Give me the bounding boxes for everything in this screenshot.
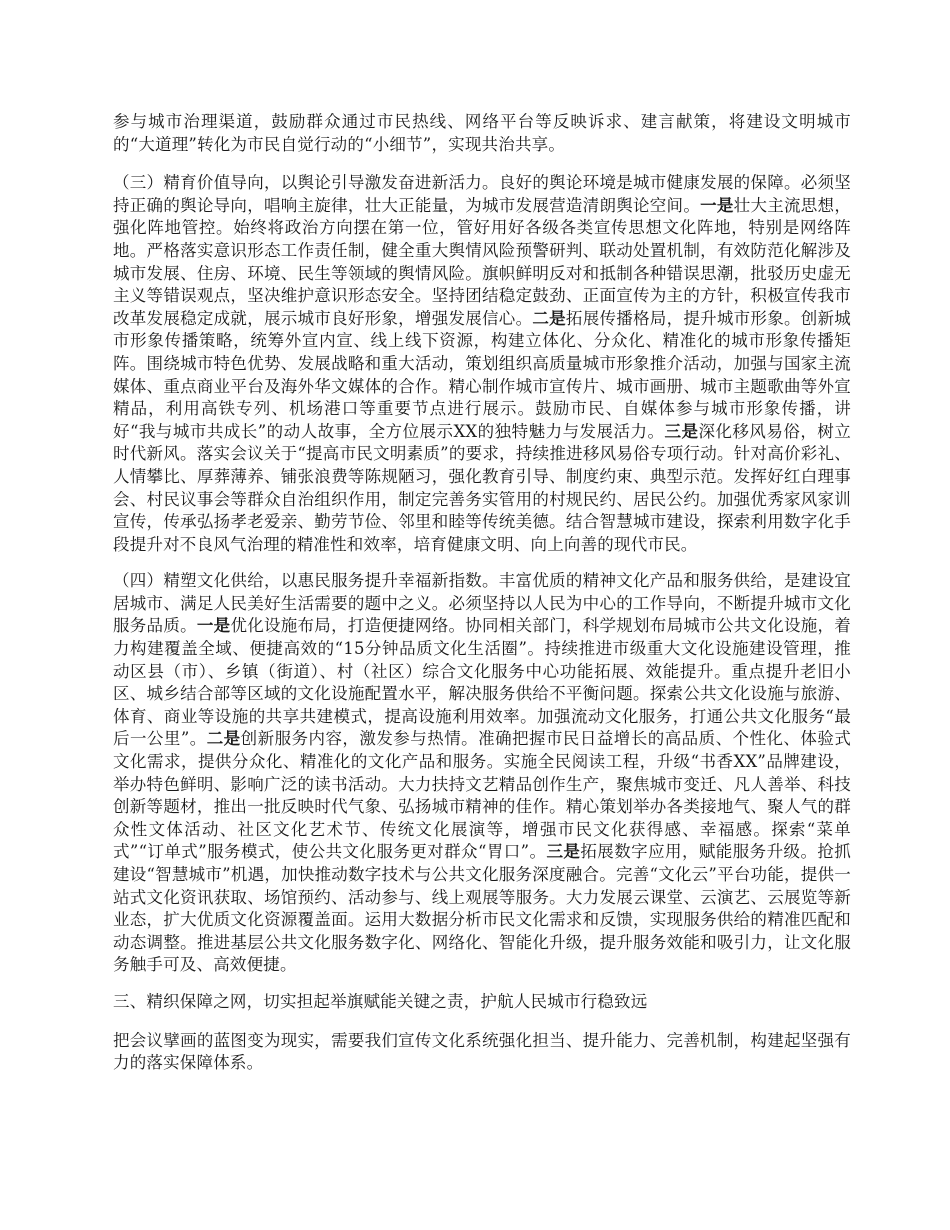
point-marker-3: 三是 <box>664 421 699 441</box>
point-text-3: 深化移风易俗，树立时代新风。落实会议关于“提高市民文明素质”的要求，持续推进移风易俗专项行动。针对高价彩礼、人情攀比、厚葬薄养、铺张浪费等陈规陋习，强化教育引导、制度约束、典型示范。发挥好红白理事会、村民议事会等群众自治组织作用，制定完善务实管用的村规民约、居民公约。加强优秀家风家训宣传，传承弘扬孝老爱亲、勤劳节俭、邻里和睦等传统美德。结合智慧城市建设，探索利用数字化手段提升对不良风气治理的精准性和效率，培育健康文明、向上向善的现代市民。 <box>113 421 851 554</box>
paragraph-civic-participation: 参与城市治理渠道，鼓励群众通过市民热线、网络平台等反映诉求、建言献策，将建设文明城市的“大道理”转化为市民自觉行动的“小细节”，实现共治共享。 <box>113 112 851 154</box>
point-marker-1: 一是 <box>700 195 734 215</box>
paragraph-intro: （三）精育价值导向，以舆论引导激发奋进新活力。良好的舆论环境是城市健康发展的保障。必须坚持正确的舆论导向，唱响主旋律，壮大正能量，为城市发展营造清朗舆论空间。 <box>113 173 851 215</box>
paragraph-guarantee-intro: 把会议擘画的蓝图变为现实，需要我们宣传文化系统强化担当、提升能力、完善机制，构建起坚强有力的落实保障体系。 <box>113 1030 851 1073</box>
document-page <box>113 111 851 1091</box>
point-marker-2: 二是 <box>206 729 241 749</box>
point-marker-3: 三是 <box>546 842 581 862</box>
point-text-2: 拓展传播格局，提升城市形象。创新城市形象传播策略，统筹外宣内宣、线上线下资源，构建立体化、分众化、精准化的城市形象传播矩阵。围绕城市特色优势、发展战略和重大活动，策划组织高质量城市形象推介活动，加强与国家主流媒体、重点商业平台及海外华文媒体的合作。精心制作城市宣传片、城市画册、城市主题歌曲等外宣精品，利用高铁专列、机场港口等重要节点进行展示。鼓励市民、自媒体参与城市形象传播，讲好“我与城市共成长”的动人故事，全方位展示XX的独特魅力与发展活力。 <box>113 308 852 441</box>
paragraph-cultural-supply <box>113 570 851 977</box>
point-text-1: 优化设施布局，打造便捷网络。协同相关部门，科学规划布局城市公共文化设施，着力构建覆盖全域、便捷高效的“15分钟品质文化生活圈”。持续推进市级重大文化设施建设管理，推动区县（市）、乡镇（街道）、村（社区）综合文化服务中心功能拓展、效能提升。重点提升老旧小区、城乡结合部等区域的文化设施配置水平，解决服务供给不平衡问题。探索公共文化设施与旅游、体育、商业等设施的共享共建模式，提高设施利用效率。加强流动文化服务，打通公共文化服务“最后一公里”。 <box>113 616 852 749</box>
point-text-1: 壮大主流思想，强化阵地管控。始终将政治方向摆在第一位，管好用好各级各类宣传思想文化阵地，特别是网络阵地。严格落实意识形态工作责任制，健全重大舆情风险预警研判、联动处置机制，有效防范化解涉及城市发展、住房、环境、民生等领域的舆情风险。旗帜鲜明反对和抵制各种错误思潮，批驳历史虚无主义等错误观点，坚决维护意识形态安全。坚持团结稳定鼓劲、正面宣传为主的方针，积极宣传我市改革发展稳定成就，展示城市良好形象，增强发展信心。 <box>113 195 852 328</box>
point-text-2: 创新服务内容，激发参与热情。准确把握市民日益增长的高品质、个性化、体验式文化需求，提供分众化、精准化的文化产品和服务。实施全民阅读工程，升级“书香XX”品牌建设，举办特色鲜明、影响广泛的读书活动。大力扶持文艺精品创作生产，聚焦城市变迁、凡人善举、科技创新等题材，推出一批反映时代气象、弘扬城市精神的佳作。精心策划举办各类接地气、聚人气的群众性文体活动、社区文化艺术节、传统文化展演等，增强市民文化获得感、幸福感。探索“菜单式”“订单式”服务模式，使公共文化服务更对群众“胃口”。 <box>113 729 852 862</box>
point-marker-2: 二是 <box>532 308 566 328</box>
paragraph-intro: （四）精塑文化供给，以惠民服务提升幸福新指数。丰富优质的精神文化产品和服务供给，是建设宜居城市、满足人民美好生活需要的题中之义。必须坚持以人民为中心的工作导向，不断提升城市文化服务品质。 <box>113 571 851 636</box>
point-marker-1: 一是 <box>196 616 231 636</box>
point-text-3: 拓展数字应用，赋能服务升级。抢抓建设“智慧城市”机遇，加快推动数字技术与公共文化服务深度融合。完善“文化云”平台功能，提供一站式文化资讯获取、场馆预约、活动参与、线上观展等服务。大力发展云课堂、云演艺、云展览等新业态，扩大优质文化资源覆盖面。运用大数据分析市民文化需求和反馈，实现服务供给的精准匹配和动态调整。推进基层公共文化服务数字化、网络化、智能化升级，提升服务效能和吸引力，让文化服务触手可及、高效便捷。 <box>113 842 852 975</box>
paragraph-value-guidance <box>113 172 851 556</box>
section-heading: 三、精织保障之网，切实担起举旗赋能关键之责，护航人民城市行稳致远 <box>113 991 648 1011</box>
